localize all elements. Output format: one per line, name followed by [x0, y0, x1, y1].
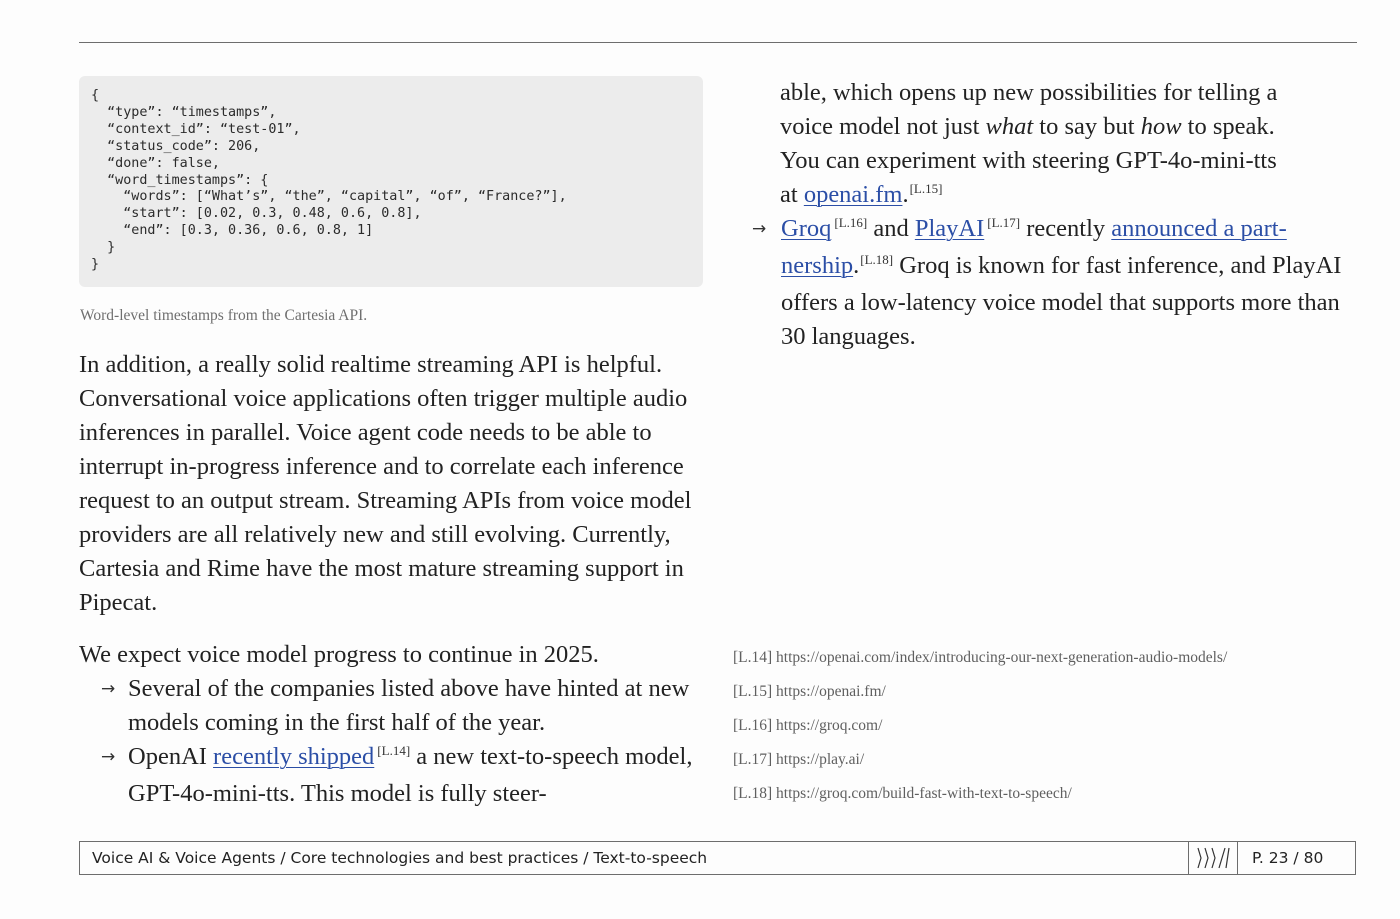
reference-marker: [L.18] — [860, 252, 894, 267]
list-item — [752, 212, 1357, 354]
bullet-list-right — [752, 212, 1357, 354]
reference-item[interactable] — [733, 714, 1373, 748]
bullet-list-left — [79, 672, 719, 811]
reference-url[interactable]: https://play.ai/ — [776, 751, 865, 768]
text-segment: . — [853, 252, 860, 279]
list-item-text-post: a new text-to-speech model, GPT-4o-mini-tts. This model is fully steer- — [128, 743, 693, 807]
text-segment: and — [867, 215, 915, 242]
arrow-right-icon: → — [101, 747, 116, 767]
paragraph-continued — [780, 76, 1360, 215]
paragraph-expect: We expect voice model progress to continue in 2025. — [79, 641, 599, 668]
reference-label: [L.14] — [733, 649, 773, 666]
reference-url[interactable]: https://openai.fm/ — [776, 683, 886, 700]
code-line: “status_code”: 206, — [91, 138, 261, 154]
text-line: able, which opens up new possibilities for telling a — [780, 79, 1278, 106]
text-line: You can experiment with steering GPT-4o-mini-tts — [780, 147, 1277, 174]
list-item-text-pre: OpenAI — [128, 743, 214, 770]
text-segment: recently — [1020, 215, 1112, 242]
code-line: } — [91, 240, 116, 256]
code-line: “words”: [“What’s”, “the”, “capital”, “of”, “France?”], — [91, 189, 567, 205]
code-line: } — [91, 257, 100, 273]
link-announced-partnership[interactable]: announced a part- — [1111, 215, 1287, 242]
link-playai[interactable]: PlayAI — [914, 215, 985, 242]
text-segment: Groq is known for fast inference, and PlayAI offers a low-latency voice model that supports more than 30 languages. — [781, 252, 1342, 350]
code-line: “type”: “timestamps”, — [91, 104, 277, 120]
reference-item[interactable] — [733, 748, 1373, 782]
page-number: P. 23 / 80 — [1252, 849, 1324, 867]
reference-label: [L.17] — [733, 751, 773, 768]
reference-list — [733, 646, 1373, 816]
reference-marker: [L.17] — [987, 215, 1021, 230]
reference-url[interactable]: https://groq.com/ — [776, 717, 883, 734]
code-line: “context_id”: “test-01”, — [91, 121, 301, 137]
code-caption: Word-level timestamps from the Cartesia API. — [80, 307, 368, 324]
reference-item[interactable] — [733, 782, 1373, 816]
text-segment: voice model not just — [780, 113, 986, 140]
reference-marker: [L.16] — [834, 215, 868, 230]
reference-label: [L.18] — [733, 785, 773, 802]
reference-item[interactable] — [733, 680, 1373, 714]
arrow-right-icon: → — [101, 679, 116, 699]
emphasis-how: how — [1140, 113, 1182, 140]
text-segment: at — [780, 181, 804, 208]
code-content — [91, 88, 567, 274]
text-segment: to say but — [1033, 113, 1141, 140]
link-openai-fm[interactable]: openai.fm — [803, 181, 903, 208]
paragraph-streaming-api: In addition, a really solid realtime streaming API is helpful. Conversational voice applications often trigger multiple audio inferences in parallel. Voice agent code needs to be able to interrupt in-progress inference and to correlate each inference request to an output stream. Streaming APIs from voice model providers are all relatively new and still evolving. Currently, Cartesia and Rime have the most mature streaming support in Pipecat. — [79, 351, 692, 616]
text-segment: to speak. — [1181, 113, 1275, 140]
code-line: “start”: [0.02, 0.3, 0.48, 0.6, 0.8], — [91, 206, 422, 222]
code-line: { — [91, 88, 100, 103]
text-segment: . — [902, 181, 909, 208]
reference-marker: [L.14] — [377, 743, 411, 758]
reference-item[interactable] — [733, 646, 1373, 680]
code-line: “end”: [0.3, 0.36, 0.6, 0.8, 1] — [91, 223, 374, 239]
reference-url[interactable]: https://openai.com/index/introducing-our-next-generation-audio-models/ — [776, 649, 1228, 666]
list-item-text: Several of the companies listed above have hinted at new models coming in the first half of the year. — [128, 675, 690, 736]
reference-label: [L.15] — [733, 683, 773, 700]
reference-url[interactable]: https://groq.com/build-fast-with-text-to-speech/ — [776, 785, 1072, 802]
arrow-right-icon: → — [752, 219, 767, 239]
code-line: “done”: false, — [91, 155, 220, 171]
waveform-logo-icon — [1188, 842, 1238, 874]
emphasis-what: what — [985, 113, 1034, 140]
page-footer — [79, 841, 1356, 875]
list-item — [79, 740, 719, 811]
reference-label: [L.16] — [733, 717, 773, 734]
code-line: “word_timestamps”: { — [91, 172, 269, 188]
breadcrumb[interactable]: Voice AI & Voice Agents / Core technologies and best practices / Text-to-speech — [92, 849, 708, 867]
header-rule — [79, 42, 1357, 43]
link-announced-partnership-cont[interactable]: nership — [781, 252, 854, 279]
code-block — [79, 76, 703, 287]
reference-marker: [L.15] — [909, 181, 943, 196]
link-groq[interactable]: Groq — [781, 215, 832, 242]
list-item — [79, 672, 719, 740]
link-recently-shipped[interactable]: recently shipped — [213, 743, 375, 770]
